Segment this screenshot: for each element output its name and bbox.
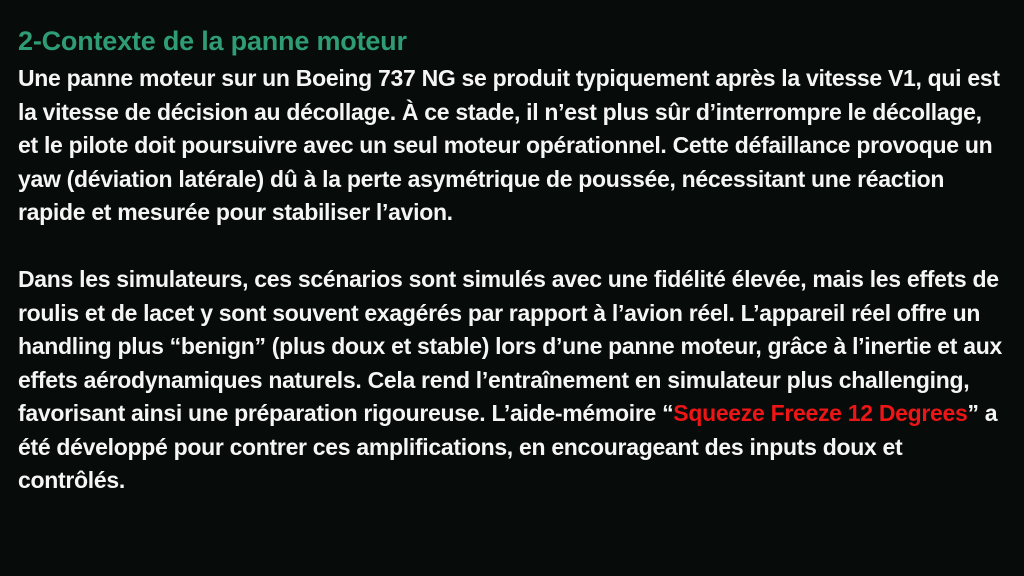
slide-title: 2-Contexte de la panne moteur <box>18 26 407 56</box>
paragraph-engine-failure-context: Une panne moteur sur un Boeing 737 NG se produit typiquement après la vitesse V1, qui est la vitesse de décision au décollage. À ce stade, il n’est plus sûr d’interrompre le décollage, et le pilote doit poursuivre avec un seul moteur opérationnel. Cette défaillance provoque un yaw (déviation latérale) dû à la perte asymétrique de poussée, nécessitant une réaction rapide et mesurée pour stabiliser l’avion. <box>18 65 1000 225</box>
paragraph-simulator-fidelity <box>18 263 1004 498</box>
paragraph-spacer <box>18 230 1004 264</box>
highlight-squeeze-freeze-phrase: Squeeze Freeze 12 Degrees <box>673 400 968 426</box>
paragraph-segment-before-highlight: Dans les simulateurs, ces scénarios sont simulés avec une fidélité élevée, mais les effets de roulis et de lacet y sont souvent exagérés par rapport à l’avion réel. L’appareil réel offre un handling plus “benign” (plus doux et stable) lors d’une panne moteur, grâce à l’inertie et aux effets aérodynamiques naturels. Cela rend l’entraînement en simulateur plus challenging, favorisant ainsi une préparation rigoureuse. L’aide-mémoire “ <box>18 266 1002 426</box>
paragraph-segment-after-highlight: ” a été développé pour contrer ces amplifications, en encourageant des inputs doux et contrôlés. <box>18 400 998 493</box>
